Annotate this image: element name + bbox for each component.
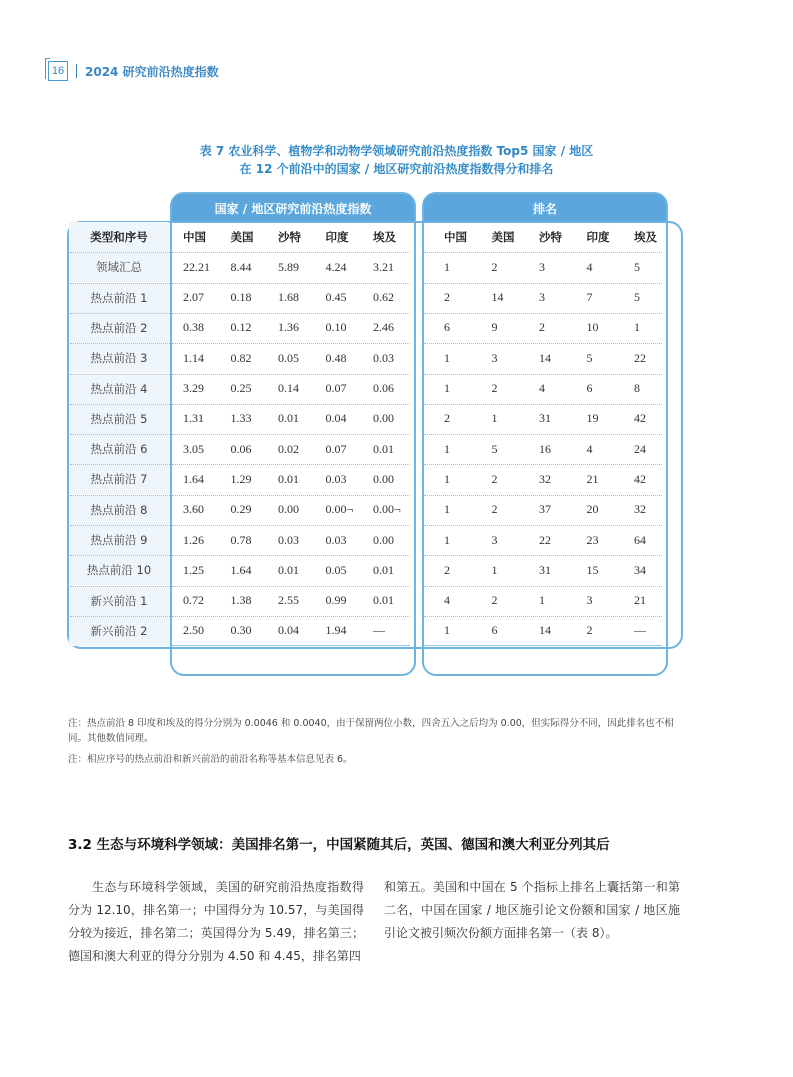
rank-row <box>444 283 682 313</box>
column-header: 印度 <box>325 230 349 244</box>
rank-cell: 5 <box>634 259 640 274</box>
rank-cell: 1 <box>444 623 450 638</box>
row-divider <box>172 555 410 556</box>
score-row <box>183 374 421 404</box>
rank-cell: 3 <box>586 593 593 608</box>
score-cell: 8.44 <box>230 259 252 274</box>
score-cell: 0.01 <box>278 471 299 486</box>
row-divider <box>424 555 662 556</box>
score-cell: — <box>373 623 385 638</box>
rank-cell: 42 <box>634 471 646 486</box>
row-divider <box>172 616 410 617</box>
row-label: 热点前沿 7 <box>69 464 169 494</box>
rank-cell: 1 <box>444 502 450 517</box>
score-cell: 0.45 <box>325 290 347 305</box>
rank-cell: 1 <box>444 381 450 395</box>
row-divider <box>424 343 662 344</box>
row-divider <box>172 464 410 465</box>
rank-cell: 2 <box>444 411 450 426</box>
row-label: 热点前沿 5 <box>69 404 169 434</box>
row-divider <box>424 374 662 375</box>
column-header: 埃及 <box>373 230 396 244</box>
rank-cell: 2 <box>491 471 498 486</box>
row-divider <box>70 495 170 496</box>
rank-cell: 6 <box>586 381 593 395</box>
rank-cell: 2 <box>586 623 593 638</box>
row-divider <box>70 252 170 253</box>
caption-line-2: 在 12 个前沿中的国家 / 地区研究前沿热度指数得分和排名 <box>239 162 554 176</box>
score-cell: 0.03 <box>325 532 347 547</box>
score-cell: 0.03 <box>373 350 394 365</box>
paragraph-right: 和第五。美国和中国在 5 个指标上排名上囊括第一和第二名，中国在国家 / 地区施引论文份额和国家 / 地区施引论文被引频次份额方面排名第一（表 8）。 <box>384 880 680 940</box>
score-cell: 1.68 <box>278 290 299 305</box>
score-cell: 5.89 <box>278 259 299 274</box>
row-divider <box>172 313 410 314</box>
rank-cell: 37 <box>539 502 551 517</box>
row-label: 热点前沿 3 <box>69 343 169 373</box>
score-row <box>183 464 421 494</box>
rank-cell: 23 <box>586 532 599 547</box>
column-header: 美国 <box>230 230 254 244</box>
row-divider <box>424 434 662 435</box>
rank-cell: 1 <box>491 562 498 577</box>
table-caption <box>0 142 793 178</box>
rank-cell: 2 <box>491 381 498 395</box>
row-divider <box>424 464 662 465</box>
column-header: 沙特 <box>278 230 301 244</box>
column-header: 沙特 <box>539 230 562 244</box>
rank-row <box>444 495 682 525</box>
rank-row <box>444 252 682 282</box>
column-header: 中国 <box>183 230 206 244</box>
column-header: 印度 <box>586 230 610 244</box>
note-1: 注：热点前沿 8 印度和埃及的得分分别为 0.0046 和 0.0040，由于保留两位小数，四舍五入之后均为 0.00，但实际得分不同，因此排名也不相同。其他数值同理。 <box>68 718 674 744</box>
score-cell: 0.78 <box>230 532 252 547</box>
rank-cell: 1 <box>444 471 450 486</box>
score-cell: 0.38 <box>183 320 204 335</box>
score-cell: 1.64 <box>183 471 204 486</box>
rank-header-row <box>444 222 682 252</box>
row-divider <box>172 434 410 435</box>
score-row <box>183 586 421 616</box>
rank-cell: 2 <box>539 320 545 335</box>
score-cell: 0.14 <box>278 381 299 395</box>
score-row <box>183 313 421 343</box>
score-cell: 1.38 <box>230 593 252 608</box>
row-divider <box>424 313 662 314</box>
rank-cell: 4 <box>586 259 593 274</box>
rank-cell: 24 <box>634 441 646 456</box>
score-cell: 0.03 <box>278 532 299 547</box>
panel-bottom-divider <box>424 645 662 646</box>
column-header: 美国 <box>491 230 515 244</box>
row-label: 新兴前沿 2 <box>69 616 169 646</box>
score-cell: 0.06 <box>373 381 394 395</box>
row-header-label: 类型和序号 <box>69 222 169 252</box>
score-cell: 3.21 <box>373 259 394 274</box>
rank-cell: 5 <box>491 441 498 456</box>
rank-cell: 7 <box>586 290 593 305</box>
row-divider <box>424 616 662 617</box>
rank-row <box>444 555 682 585</box>
rank-cell: 3 <box>491 532 498 547</box>
score-cell: 0.18 <box>230 290 252 305</box>
score-cell: 0.00¬ <box>325 502 354 517</box>
score-cell: 0.07 <box>325 381 347 395</box>
panel-bottom-divider <box>172 645 410 646</box>
score-cell: 0.00 <box>278 502 299 517</box>
row-divider <box>70 404 170 405</box>
rank-cell: 16 <box>539 441 551 456</box>
row-divider <box>70 525 170 526</box>
score-cell: 0.02 <box>278 441 299 456</box>
row-label: 热点前沿 10 <box>69 555 169 585</box>
row-divider <box>424 525 662 526</box>
score-panel-header: 国家 / 地区研究前沿热度指数 <box>172 194 414 222</box>
score-cell: 0.05 <box>278 350 299 365</box>
score-row <box>183 343 421 373</box>
row-divider <box>172 252 410 253</box>
score-cell: 0.04 <box>278 623 299 638</box>
row-label: 热点前沿 1 <box>69 283 169 313</box>
score-cell: 1.64 <box>230 562 252 577</box>
column-header: 中国 <box>444 230 467 244</box>
rank-cell: 2 <box>444 290 450 305</box>
row-divider <box>424 283 662 284</box>
score-cell: 1.25 <box>183 562 204 577</box>
rank-cell: 6 <box>444 320 450 335</box>
rank-cell: 22 <box>634 350 646 365</box>
row-divider <box>172 343 410 344</box>
row-divider <box>172 495 410 496</box>
row-label: 新兴前沿 1 <box>69 586 169 616</box>
row-divider <box>172 586 410 587</box>
rank-cell: 22 <box>539 532 551 547</box>
rank-cell: 5 <box>586 350 593 365</box>
rank-cell: 4 <box>539 381 545 395</box>
score-cell: 0.29 <box>230 502 252 517</box>
rank-cell: 1 <box>491 411 498 426</box>
score-cell: 0.12 <box>230 320 252 335</box>
row-divider <box>70 586 170 587</box>
rank-cell: 2 <box>491 593 498 608</box>
score-cell: 0.06 <box>230 441 252 456</box>
row-divider <box>172 374 410 375</box>
row-divider <box>70 343 170 344</box>
rank-row <box>444 374 682 404</box>
score-row <box>183 525 421 555</box>
row-divider <box>424 586 662 587</box>
score-cell: 0.30 <box>230 623 252 638</box>
rank-cell: 2 <box>491 259 498 274</box>
row-divider <box>70 434 170 435</box>
score-cell: 2.46 <box>373 320 394 335</box>
rank-cell: 14 <box>491 290 504 305</box>
rank-cell: 9 <box>491 320 498 335</box>
score-row <box>183 495 421 525</box>
score-cell: 0.04 <box>325 411 347 426</box>
rank-cell: — <box>634 623 646 638</box>
paragraph-left: 生态与环境科学领域，美国的研究前沿热度指数得分为 12.10，排名第一；中国得分为 10.57，与美国得分较为接近，排名第二；英国得分为 5.49，排名第三；德国和澳大利亚的得分分别为 4.50 和 4.45，排名第四 <box>68 880 364 963</box>
score-cell: 0.82 <box>230 350 252 365</box>
row-label: 热点前沿 6 <box>69 434 169 464</box>
column-header: 埃及 <box>634 230 657 244</box>
rank-cell: 21 <box>586 471 599 486</box>
row-label: 热点前沿 2 <box>69 313 169 343</box>
section-title: 3.2 生态与环境科学领域：美国排名第一，中国紧随其后，英国、德国和澳大利亚分列其后 <box>68 837 610 853</box>
rank-cell: 3 <box>539 259 545 274</box>
score-row <box>183 555 421 585</box>
row-divider <box>70 374 170 375</box>
rank-cell: 10 <box>586 320 599 335</box>
row-divider <box>424 252 662 253</box>
score-row <box>183 404 421 434</box>
rank-cell: 19 <box>586 411 599 426</box>
row-label: 领域汇总 <box>69 252 169 282</box>
rank-row <box>444 616 682 646</box>
score-cell: 2.07 <box>183 290 204 305</box>
score-cell: 0.07 <box>325 441 347 456</box>
score-cell: 0.01 <box>278 411 299 426</box>
score-cell: 0.99 <box>325 593 347 608</box>
score-cell: 0.25 <box>230 381 252 395</box>
score-cell: 1.14 <box>183 350 204 365</box>
rank-cell: 1 <box>444 350 450 365</box>
score-cell: 1.31 <box>183 411 204 426</box>
rank-cell: 3 <box>491 350 498 365</box>
rank-cell: 4 <box>444 593 450 608</box>
rank-cell: 14 <box>539 623 551 638</box>
score-cell: 0.05 <box>325 562 347 577</box>
rank-cell: 4 <box>586 441 593 456</box>
row-divider <box>70 464 170 465</box>
rank-cell: 1 <box>539 593 545 608</box>
rank-cell: 14 <box>539 350 551 365</box>
rank-cell: 32 <box>634 502 646 517</box>
rank-cell: 2 <box>491 502 498 517</box>
score-row <box>183 434 421 464</box>
row-divider <box>70 555 170 556</box>
score-cell: 0.62 <box>373 290 394 305</box>
rank-cell: 31 <box>539 562 551 577</box>
score-row <box>183 616 421 646</box>
score-cell: 2.55 <box>278 593 299 608</box>
score-cell: 0.01 <box>278 562 299 577</box>
score-row <box>183 283 421 313</box>
row-divider <box>172 525 410 526</box>
rank-cell: 32 <box>539 471 551 486</box>
score-cell: 0.00 <box>373 411 394 426</box>
row-divider <box>172 404 410 405</box>
rank-cell: 31 <box>539 411 551 426</box>
score-row <box>183 252 421 282</box>
rank-cell: 1 <box>634 320 640 335</box>
header-title: 2024 研究前沿热度指数 <box>85 64 219 79</box>
score-cell: 0.01 <box>373 441 394 456</box>
score-cell: 3.60 <box>183 502 204 517</box>
score-cell: 22.21 <box>183 259 210 274</box>
row-divider <box>424 495 662 496</box>
rank-cell: 1 <box>444 532 450 547</box>
rank-cell: 21 <box>634 593 646 608</box>
score-cell: 0.03 <box>325 471 347 486</box>
score-cell: 0.00 <box>373 471 394 486</box>
score-cell: 0.10 <box>325 320 347 335</box>
row-label: 热点前沿 4 <box>69 374 169 404</box>
header-divider <box>76 64 77 78</box>
rank-cell: 5 <box>634 290 640 305</box>
score-cell: 1.36 <box>278 320 299 335</box>
score-cell: 0.01 <box>373 593 394 608</box>
score-cell: 4.24 <box>325 259 347 274</box>
rank-row <box>444 343 682 373</box>
rank-cell: 1 <box>444 259 450 274</box>
score-cell: 3.29 <box>183 381 204 395</box>
score-header-row <box>183 222 421 252</box>
rank-row <box>444 586 682 616</box>
rank-row <box>444 525 682 555</box>
rank-row <box>444 404 682 434</box>
rank-row <box>444 434 682 464</box>
row-label: 热点前沿 8 <box>69 495 169 525</box>
score-cell: 1.26 <box>183 532 204 547</box>
score-cell: 0.00 <box>373 532 394 547</box>
score-cell: 1.33 <box>230 411 252 426</box>
rank-cell: 2 <box>444 562 450 577</box>
score-cell: 0.01 <box>373 562 394 577</box>
rank-cell: 8 <box>634 381 640 395</box>
rank-cell: 42 <box>634 411 646 426</box>
rank-cell: 1 <box>444 441 450 456</box>
row-divider <box>70 283 170 284</box>
score-cell: 0.00¬ <box>373 502 401 517</box>
rank-cell: 20 <box>586 502 599 517</box>
rank-row <box>444 464 682 494</box>
row-label: 热点前沿 9 <box>69 525 169 555</box>
rank-cell: 64 <box>634 532 646 547</box>
rank-cell: 15 <box>586 562 599 577</box>
score-cell: 0.48 <box>325 350 347 365</box>
rank-cell: 6 <box>491 623 498 638</box>
score-cell: 2.50 <box>183 623 204 638</box>
score-cell: 3.05 <box>183 441 204 456</box>
row-divider <box>70 616 170 617</box>
row-divider <box>424 404 662 405</box>
page-number: 16 <box>48 61 68 81</box>
score-cell: 1.29 <box>230 471 252 486</box>
score-cell: 1.94 <box>325 623 347 638</box>
rank-cell: 34 <box>634 562 646 577</box>
rank-cell: 3 <box>539 290 545 305</box>
rank-row <box>444 313 682 343</box>
row-divider <box>70 313 170 314</box>
page-header <box>48 60 219 82</box>
rank-panel-header: 排名 <box>424 194 666 222</box>
caption-line-1: 表 7 农业科学、植物学和动物学领域研究前沿热度指数 Top5 国家 / 地区 <box>199 144 594 158</box>
score-cell: 0.72 <box>183 593 204 608</box>
note-2: 注：相应序号的热点前沿和新兴前沿的前沿名称等基本信息见表 6。 <box>68 754 353 765</box>
row-divider <box>172 283 410 284</box>
